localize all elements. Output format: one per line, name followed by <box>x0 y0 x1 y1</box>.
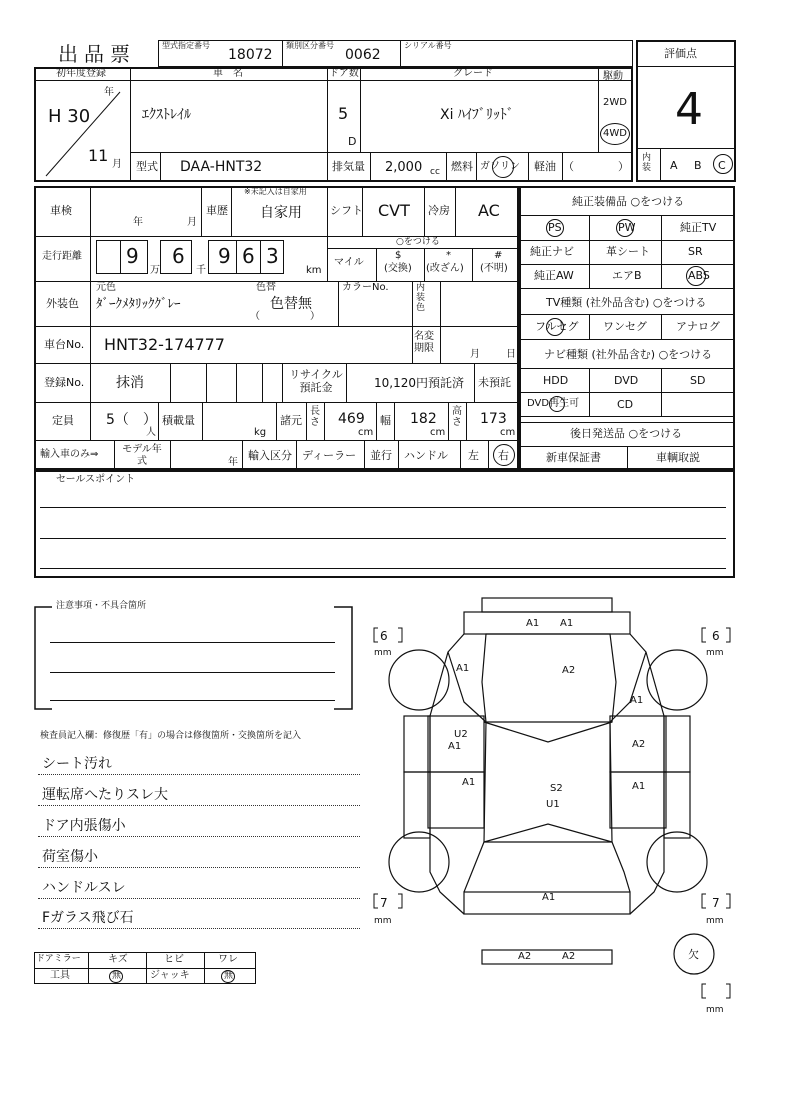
after-warranty: 新車保証書 <box>546 451 601 464</box>
insp-month: 月 <box>187 217 197 228</box>
shift-label: シフト <box>330 204 363 217</box>
car-name: ｴｸｽﾄﾚｲﾙ <box>142 107 191 123</box>
length-value: 469 <box>338 411 365 427</box>
mileage-digit-1: 9 <box>126 244 139 268</box>
grade-label: グレード <box>453 68 493 79</box>
history-label: 車歴 <box>206 204 228 217</box>
handle-label: ハンドル <box>404 449 448 462</box>
first-reg-label: 初年度登録 <box>56 68 106 79</box>
height-label: 高さ <box>452 406 462 428</box>
navi-cd: CD <box>617 398 634 411</box>
inspector-label: 検査員記入欄：修復歴「有」の場合は修復箇所・交換箇所を記入 <box>40 731 302 741</box>
first-reg-era: H 30 <box>48 106 91 127</box>
notes-title: 注意事項・不具合箇所 <box>56 601 147 611</box>
tool-break: ワレ <box>218 954 238 965</box>
model-label: 型式 <box>136 160 158 173</box>
doors-suffix: D <box>348 135 357 148</box>
year-unit: 年 <box>104 87 114 98</box>
notes-bracket <box>34 606 354 710</box>
exchange-label: (交換) <box>384 263 412 274</box>
mark-rear-bumper-1: A2 <box>518 951 532 962</box>
mark-front-1: A1 <box>526 618 540 629</box>
mileage-digit-5: 3 <box>266 244 279 268</box>
mileage-label: 走行距離 <box>42 251 82 262</box>
mark-roof-u: U1 <box>546 799 560 810</box>
capacity-label: 定員 <box>52 414 74 427</box>
first-reg-month: 11 <box>88 146 109 165</box>
km-unit: km <box>306 265 322 276</box>
length-label: 長さ <box>310 406 320 428</box>
exchange-sym: $ <box>395 250 402 261</box>
mark-hood: A2 <box>562 665 576 676</box>
color-no-label: カラーNo. <box>342 282 389 293</box>
width-value: 182 <box>410 411 437 427</box>
type-label: 型式指定番号 <box>162 41 210 50</box>
equip-aw: 純正AW <box>534 269 574 282</box>
handle-right: 右 <box>498 449 509 462</box>
note-6: Fガラス飛び石 <box>42 910 134 926</box>
note-2: 運転席へたりスレ大 <box>42 787 168 803</box>
tool-scratch: キズ <box>108 954 128 965</box>
circle-note: ○をつける <box>396 237 440 247</box>
mark-fl-door-a: A1 <box>448 741 462 752</box>
navi-hdd: HDD <box>543 374 569 387</box>
class-label: 類別区分番号 <box>286 41 334 50</box>
reg-no-label: 登録No. <box>44 376 85 389</box>
missing-mark: 欠 <box>688 948 699 961</box>
tool-jack: ジャッキ <box>150 970 190 981</box>
tv-oneseg: ワンセグ <box>603 320 647 333</box>
int-b: B <box>694 159 702 172</box>
name-change-day: 日 <box>506 349 516 360</box>
model-year-label: モデル年式 <box>122 444 162 467</box>
fuel-label: 燃料 <box>451 160 473 173</box>
tool-jack-none: 無 <box>224 971 234 981</box>
sales-point-label: セールスポイント <box>56 474 136 485</box>
tv-fullseg: フルセグ <box>535 320 579 333</box>
int-label: 内装 <box>642 153 652 173</box>
navi-sd: SD <box>690 374 706 387</box>
color-change-value: 色替無 <box>270 296 312 312</box>
tire-rr-mm: mm <box>706 916 724 926</box>
base-color-label: 元色 <box>96 282 116 293</box>
height-cm: cm <box>500 427 516 438</box>
orig-label: 諸元 <box>280 414 302 427</box>
altered-label: (改ざん) <box>426 263 464 274</box>
history-note: ※未記入は自家用 <box>244 187 307 196</box>
name-change-month: 月 <box>470 349 480 360</box>
form-title: 出品票 <box>58 42 136 66</box>
height-value: 173 <box>480 411 507 427</box>
equip-sr: SR <box>688 245 703 258</box>
tire-rr-depth: 7 <box>712 896 720 910</box>
ac-label: 冷房 <box>428 204 450 217</box>
width-cm: cm <box>430 427 446 438</box>
length-cm: cm <box>358 427 374 438</box>
tv-analog: アナログ <box>676 320 720 333</box>
shift-value: CVT <box>378 201 410 220</box>
tool-mirror: ドアミラー <box>36 954 81 964</box>
paren-close: ） <box>618 160 629 173</box>
mark-rl-door: A1 <box>462 777 476 788</box>
model-value: DAA-HNT32 <box>180 159 263 175</box>
name-change-label: 名変期限 <box>414 331 434 354</box>
displacement-value: 2,000 <box>385 160 423 175</box>
mark-fr-door: A2 <box>632 739 646 750</box>
equip-ps: PS <box>548 221 562 234</box>
fuel-gasoline: ガソリン <box>480 161 520 172</box>
inspection-label: 車検 <box>50 204 72 217</box>
paren-open: （ <box>563 160 574 173</box>
unpaid-label: 未預託 <box>478 376 511 389</box>
equip-leather: 革シート <box>606 245 650 258</box>
unknown-sym: # <box>494 250 503 261</box>
reg-no-value: 抹消 <box>116 375 144 391</box>
altered-sym: * <box>446 250 451 261</box>
serial-label: シリアル番号 <box>404 41 452 50</box>
spare-mm: mm <box>706 1005 724 1015</box>
mileage-digit-3: 9 <box>218 244 231 268</box>
load-label: 積載量 <box>162 414 195 427</box>
name-label: 車 名 <box>213 68 243 79</box>
cc-unit: cc <box>430 167 440 177</box>
tool-tools-none: 無 <box>112 971 122 981</box>
width-label: 幅 <box>380 414 391 427</box>
tire-fl-mm: mm <box>374 648 392 658</box>
tire-fr-depth: 6 <box>712 629 720 643</box>
import-class-label: 輸入区分 <box>248 449 292 462</box>
type-no: 18072 <box>228 47 273 63</box>
tv-title: TV種類 (社外品含む) ○をつける <box>546 296 707 309</box>
mark-fl-door-u: U2 <box>454 729 468 740</box>
sen-unit: 千 <box>196 265 206 276</box>
mark-fl-fender: A1 <box>456 663 470 674</box>
chassis-label: 車台No. <box>44 338 85 351</box>
capacity-value: 5（ ） <box>106 412 157 428</box>
chassis-value: HNT32-174777 <box>104 335 225 354</box>
doors-label: ドア数 <box>329 68 359 79</box>
mileage-box <box>96 240 148 274</box>
drive-2wd: 2WD <box>603 97 627 108</box>
int-color-label: 内装色 <box>416 283 426 313</box>
note-1: シート汚れ <box>42 756 112 772</box>
int-c: C <box>718 159 726 172</box>
dealer-option: ディーラー <box>302 449 357 462</box>
navi-dvd-play: DVD再生可 <box>527 398 580 409</box>
mark-rear: A1 <box>542 892 556 903</box>
equip-navi: 純正ナビ <box>530 245 574 258</box>
equip-title: 純正装備品 ○をつける <box>572 195 685 208</box>
doors-value: 5 <box>338 104 349 123</box>
equip-pw: PW <box>618 221 636 234</box>
fuel-diesel: 軽油 <box>534 160 556 173</box>
kg-unit: kg <box>254 427 267 438</box>
handle-left: 左 <box>468 449 479 462</box>
insp-year: 年 <box>133 217 143 228</box>
class-no: 0062 <box>345 47 381 63</box>
score-label: 評価点 <box>664 47 697 60</box>
equip-tv: 純正TV <box>680 221 717 234</box>
man-unit: 万 <box>150 265 160 276</box>
import-label: 輸入車のみ⇒ <box>40 449 99 460</box>
tire-fl-depth: 6 <box>380 629 388 643</box>
drive-4wd: 4WD <box>603 128 627 139</box>
note-4: 荷室傷小 <box>42 849 98 865</box>
ac-value: AC <box>478 201 500 220</box>
parallel-option: 並行 <box>370 449 392 462</box>
grade-value: Xi ﾊｲﾌﾞﾘｯﾄﾞ <box>440 107 514 123</box>
color-change-paren: （ ） <box>250 311 320 322</box>
note-5: ハンドルスレ <box>42 880 126 896</box>
sales-point-box <box>34 470 735 578</box>
mark-rear-bumper-2: A2 <box>562 951 576 962</box>
note-3: ドア内張傷小 <box>42 818 126 834</box>
history-value: 自家用 <box>260 205 302 221</box>
equip-abs: ABS <box>688 269 710 282</box>
tool-crack: ヒビ <box>164 954 184 965</box>
mark-rr-door: A1 <box>632 781 646 792</box>
mileage-digit-2: 6 <box>172 244 185 268</box>
color-change-label: 色替 <box>256 282 276 293</box>
month-unit: 月 <box>112 159 122 170</box>
int-a: A <box>670 159 678 172</box>
after-title: 後日発送品 ○をつける <box>570 427 683 440</box>
mark-roof-s: S2 <box>550 783 563 794</box>
displacement-label: 排気量 <box>332 160 365 173</box>
drive-label: 駆動 <box>603 71 623 82</box>
after-manual: 車輌取説 <box>656 451 700 464</box>
tire-rl-mm: mm <box>374 916 392 926</box>
recycle-value: 10,120円預託済 <box>374 376 464 390</box>
mark-fr-fender: A1 <box>630 695 644 706</box>
navi-dvd: DVD <box>614 374 639 387</box>
score-value: 4 <box>675 84 703 135</box>
navi-title: ナビ種類 (社外品含む) ○をつける <box>544 348 713 361</box>
unknown-label: (不明) <box>480 263 508 274</box>
recycle-label: リサイクル預託金 <box>289 368 343 395</box>
model-year-unit: 年 <box>228 457 238 468</box>
mile-label: マイル <box>334 257 364 268</box>
mark-front-2: A1 <box>560 618 574 629</box>
color-label: 外装色 <box>46 297 79 310</box>
equip-airbag: エアB <box>612 269 642 282</box>
mileage-digit-4: 6 <box>242 244 255 268</box>
tire-rl-depth: 7 <box>380 896 388 910</box>
base-color-value: ﾀﾞｰｸﾒﾀﾘｯｸｸﾞﾚｰ <box>96 297 181 312</box>
tool-tools: 工具 <box>50 970 70 981</box>
person-unit: 人 <box>146 427 156 438</box>
tire-fr-mm: mm <box>706 648 724 658</box>
